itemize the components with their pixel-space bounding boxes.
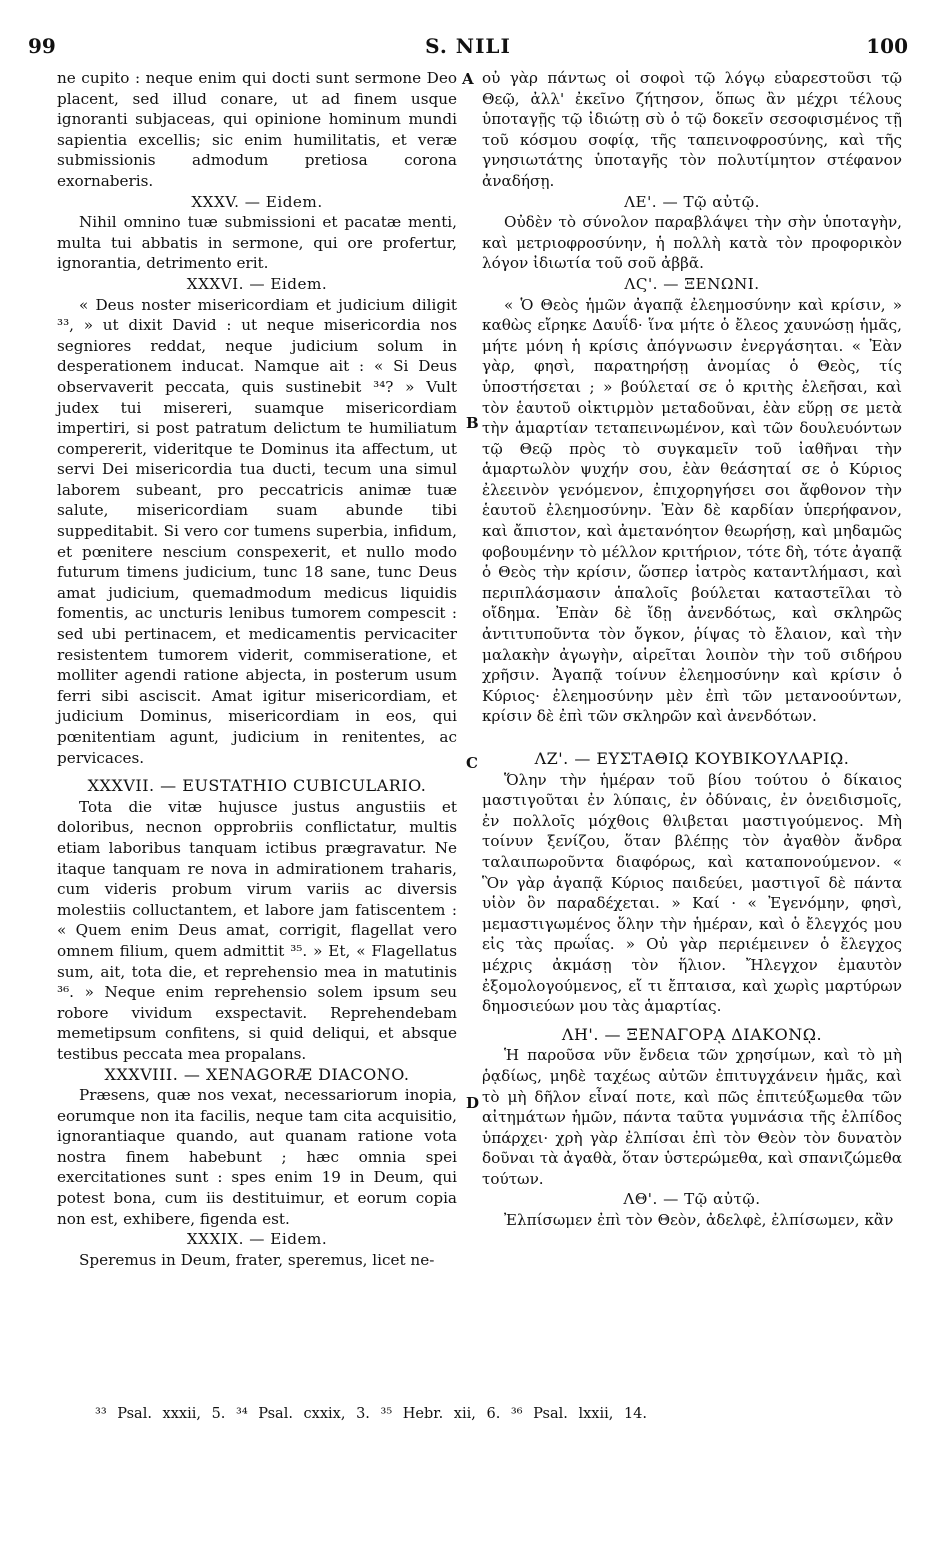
- greek-paragraph: « Ὁ Θεὸς ἡμῶν ἀγαπᾷ ἐλεημοσύνην καὶ κρίσιν, » καθὼς εἴρηκε Δαυΐδ· ἵνα μήτε ὁ ἔλεος χαυνώσῃ ἡμᾶς, μήτε μόνη ἡ κρίσις ἀπόγνωσιν ἐνεργάσηται. « Ἐὰν γὰρ, φησὶ, παρατηρήσῃ ἀνομίας ὁ Θεὸς, τίς ὑποστήσεται ; » βούλεταί σε ὁ κριτὴς ἐλεῆσαι, καὶ τὸν ἑαυτοῦ οἰκτιρμὸν μεταδοῦναι, ἐὰν εὕρῃ σε μετὰ τὴν ἁμαρτίαν τεταπεινωμένον, καὶ τῶν δουλευόντων τῷ Θεῷ πρὸς τὸ συγκαμεῖν τοῦ ἰαθῆναι τὴν ἁμαρτωλὸν ψυχήν σου, ἐὰν θεάσηταί σε ὁ Κύριος ἐλεεινὸν γενόμενον, ἐπιχορηγήσει σοι ἄφθονον τὴν ἑαυτοῦ ἐλεημοσύνην. Ἐὰν δὲ καρδίαν ὑπερήφανον, καὶ ἄπιστον, καὶ ἀμετανόητον θεωρήσῃ, καὶ μηδαμῶς φοβουμένην τὸ μέλλον κριτήριον, τότε δὴ, τότε ἀγαπᾷ ὁ Θεὸς τὴν κρίσιν, ὥσπερ ἰατρὸς καταντλήμασι, καὶ περιπλάσμασιν ἁπαλοῖς βούλεται καταστεῖλαι τὸ οἴδημα. Ἐπὰν δὲ ἴδῃ ἀνενδότως, καὶ σκληρῶς ἀντιτυποῦντα τὸν ὄγκον, ῥίψας τὸ ἔλαιον, καὶ τὴν μαλακὴν ἀγωγὴν, αἱρεῖται λοιπὸν τὴν τοῦ σιδήρου χρῆσιν. Ἀγαπᾷ τοίνυν ἐλεημοσύνην καὶ κρίσιν ὁ Κύριος· ἐλεημοσύνην μὲν ἐπὶ τῶν μετανοούντων, κρίσιν δὲ ἐπὶ τῶν σκληρῶν καὶ ἀνενδότων.: [482, 295, 902, 726]
- margin-letter-c: C: [466, 754, 478, 772]
- latin-letter-heading: XXXVI. — Eidem.: [186, 274, 328, 293]
- latin-paragraph: Præsens, quæ nos vexat, necessariorum inopia, eorumque non ita facilis, neque tam cita acquisitio, ignorantiaque quando, aut quanam ratione vota nostra finem habebunt ; hæc omnia spei exercitationes sunt : spes enim 19 in Deum, qui potest bona, cum iis destituimur, et eorum copia non est, exhibere, figenda est.: [57, 1086, 457, 1228]
- greek-paragraph: Οὐδὲν τὸ σύνολον παραβλάψει τὴν σὴν ὑποταγὴν, καὶ μετριοφροσύνην, ἡ πολλὴ κατὰ τὸν προφορικὸν λόγον ἰδιωτία τοῦ σοῦ ἀββᾶ.: [482, 213, 902, 273]
- greek-letter-heading: ΛΕ'. — Τῷ αὐτῷ.: [624, 192, 760, 211]
- greek-paragraph: Ἐλπίσωμεν ἐπὶ τὸν Θεὸν, ἀδελφὲ, ἐλπίσωμεν, κἂν: [504, 1211, 894, 1230]
- margin-letter-b: B: [466, 414, 479, 432]
- latin-paragraph: Tota die vitæ hujusce justus angustiis et doloribus, necnon opprobriis conflictatur, multis etiam laboribus tanquam ictibus prægravatur. Ne itaque tanquam re nova in admirationem traharis, cum videris probum virum variis ac diversis molestiis colluctantem, et labore jam fatiscentem : « Quem enim Deus amat, corrigit, flagellat vero omnem filium, quem admittit ³⁵. » Et, « Flagellatus sum, ait, tota die, et reprehensio mea in matutinis ³⁶. » Neque enim reprehensio solem ipsum seu robore vividum exspectavit. Reprehendebam memetipsum confitens, si quid deliqui, et absque testibus peccata mea propalans.: [57, 797, 457, 1063]
- left-page-number: 99: [28, 34, 56, 58]
- footnotes: ³³ Psal. xxxii, 5. ³⁴ Psal. cxxix, 3. ³⁵ Hebr. xii, 6. ³⁶ Psal. lxxii, 14.: [95, 1406, 648, 1422]
- latin-paragraph: Speremus in Deum, frater, speremus, licet ne-: [79, 1250, 435, 1269]
- latin-letter-heading: XXXV. — Eidem.: [191, 192, 323, 211]
- greek-paragraph: Ὅλην τὴν ἡμέραν τοῦ βίου τούτου ὁ δίκαιος μαστιγοῦται ἐν λύπαις, ἐν ὀδύναις, ἐν ὀνειδισμοῖς, ἐν πολλοῖς μόχθοις θλιβεται μαστιγούμενος. Μὴ τοίνυν ξενίζου, ὅταν βλέπῃς τὸν ἀγαθὸν ἄνδρα ταλαιπωροῦντα διαφόρως, καὶ καταπονούμενον. « Ὃν γὰρ ἀγαπᾷ Κύριος παιδεύει, μαστιγοῖ δὲ πάντα υἱὸν ὃν παραδέχεται. » Καί · « Ἐγενόμην, φησὶ, μεμαστιγωμένος ὅλην τὴν ἡμέραν, καὶ ὁ ἔλεγχός μου εἰς τὰς πρωΐας. » Οὐ γὰρ περιέμεινεν ὁ ἔλεγχος μέχρις ἀκμάσῃ τὸν ἥλιον. Ἤλεγχον ἐμαυτὸν ἐξομολογούμενος, εἴ τι ἔπταισα, καὶ χωρὶς μαρτύρων δημοσιεύων μου τὰς ἁμαρτίας.: [482, 770, 902, 1016]
- greek-paragraph: οὐ γὰρ πάντως οἱ σοφοὶ τῷ λόγῳ εὐαρεστοῦσι τῷ Θεῷ, ἀλλ' ἐκεῖνο ζήτησον, ὅπως ἂν μέχρι τέλους ὑποταγῇς τῷ ἰδιώτῃ σὺ ὁ τῷ δοκεῖν σεσοφισμένος τῇ τοῦ κόσμου σοφίᾳ, τῆς ταπεινοφροσύνης, καὶ τῆς γνησιωτάτης ὑποταγῆς τὸν πολυτίμητον στέφανον ἀναδήσῃ.: [482, 69, 902, 190]
- latin-letter-heading: XXXVII. — EUSTATHIO CUBICULARIO.: [87, 776, 427, 796]
- latin-letter-heading: XXXVIII. — XENAGORÆ DIACONO.: [104, 1064, 410, 1084]
- latin-column: [57, 68, 457, 1270]
- greek-letter-heading: ΛΗ'. — ΞΕΝΑΓΟΡᾼ ΔΙΑΚΟΝῼ.: [561, 1024, 823, 1044]
- right-page-number: 100: [866, 34, 908, 58]
- latin-paragraph: ne cupito : neque enim qui docti sunt sermone Deo placent, sed illud conare, ut ad finem usque ignoranti subjaceas, qui opinione hominum mundi sapientia excellis; sic enim humilitatis, et veræ submissionis admodum pretiosa corona exornaberis.: [57, 69, 457, 190]
- latin-paragraph: « Deus noster misericordiam et judicium diligit ³³, » ut dixit David : ut neque misericordia nos segniores reddat, neque judicium solum in desperationem inducat. Namque ait : « Si Deus observaverit peccata, quis sustinebit ³⁴? » Vult judex tui misereri, suamque misericordiam impertiri, si post patratum delictum te humiliatum compererit, videritque te Dominus ita affectum, ut servi Dei misericordia tua ducti, tecum una simul laborem subeant, pro peccatricis animæ tuæ salute, misericordiam suam abunde tibi suppeditabit. Si vero cor tumens superbia, infidum, et pœnitere nescium conspexerit, et nullo modo futurum timens judicium, tunc 18 sane, tunc Deus amat judicium, quemadmodum medicus liquidis fomentis, ac uncturis lenibus tumorem compescit : sed ubi pertinacem, et medicamentis pervicaciter resistentem tumorem viderit, commiseratione, et molliter agendi ratione abjecta, in posterum usum ferri sibi asciscit. Amat igitur misericordiam, et judicium Dominus, misericordiam in eos, qui pœnitentiam agunt, judicium in renitentes, ac pervicaces.: [57, 295, 457, 767]
- latin-paragraph: Nihil omnino tuæ submissioni et pacatæ menti, multa tui abbatis in sermone, qui ore profertur, ignorantia, detrimento erit.: [57, 213, 457, 273]
- greek-letter-heading: ΛϚ'. — ΞΕΝΩΝΙ.: [624, 274, 760, 293]
- latin-letter-heading: XXXIX. — Eidem.: [186, 1230, 328, 1249]
- margin-letter-d: D: [466, 1094, 480, 1112]
- greek-letter-heading: ΛΖ'. — ΕΥΣΤΑΘΙῼ ΚΟΥΒΙΚΟΥΛΑΡΙῼ.: [534, 749, 850, 768]
- greek-paragraph: Ἡ παροῦσα νῦν ἔνδεια τῶν χρησίμων, καὶ τὸ μὴ ῥᾳδίως, μηδὲ ταχέως αὐτῶν ἐπιτυγχάνειν ἡμᾶς, καὶ τὸ μὴ δῆλον εἶναί ποτε, καὶ πῶς ἐπιτεύξωμεθα τῶν αἰτημάτων ἡμῶν, πάντα ταῦτα γυμνάσια τῆς ἐλπίδος ὑπάρχει· χρὴ γὰρ ἐλπίσαι ἐπὶ τὸν Θεὸν τὸν δυνατὸν δοῦναι τὰ ἀγαθὰ, ὅταν ὑστερώμεθα, καὶ σπανιζώμεθα τούτων.: [482, 1046, 902, 1188]
- margin-letter-a: A: [462, 70, 474, 88]
- running-header: [28, 34, 908, 62]
- running-title: S. NILI: [425, 34, 511, 58]
- greek-letter-heading: ΛΘ'. — Τῷ αὐτῷ.: [623, 1190, 761, 1209]
- greek-column: [482, 68, 902, 1231]
